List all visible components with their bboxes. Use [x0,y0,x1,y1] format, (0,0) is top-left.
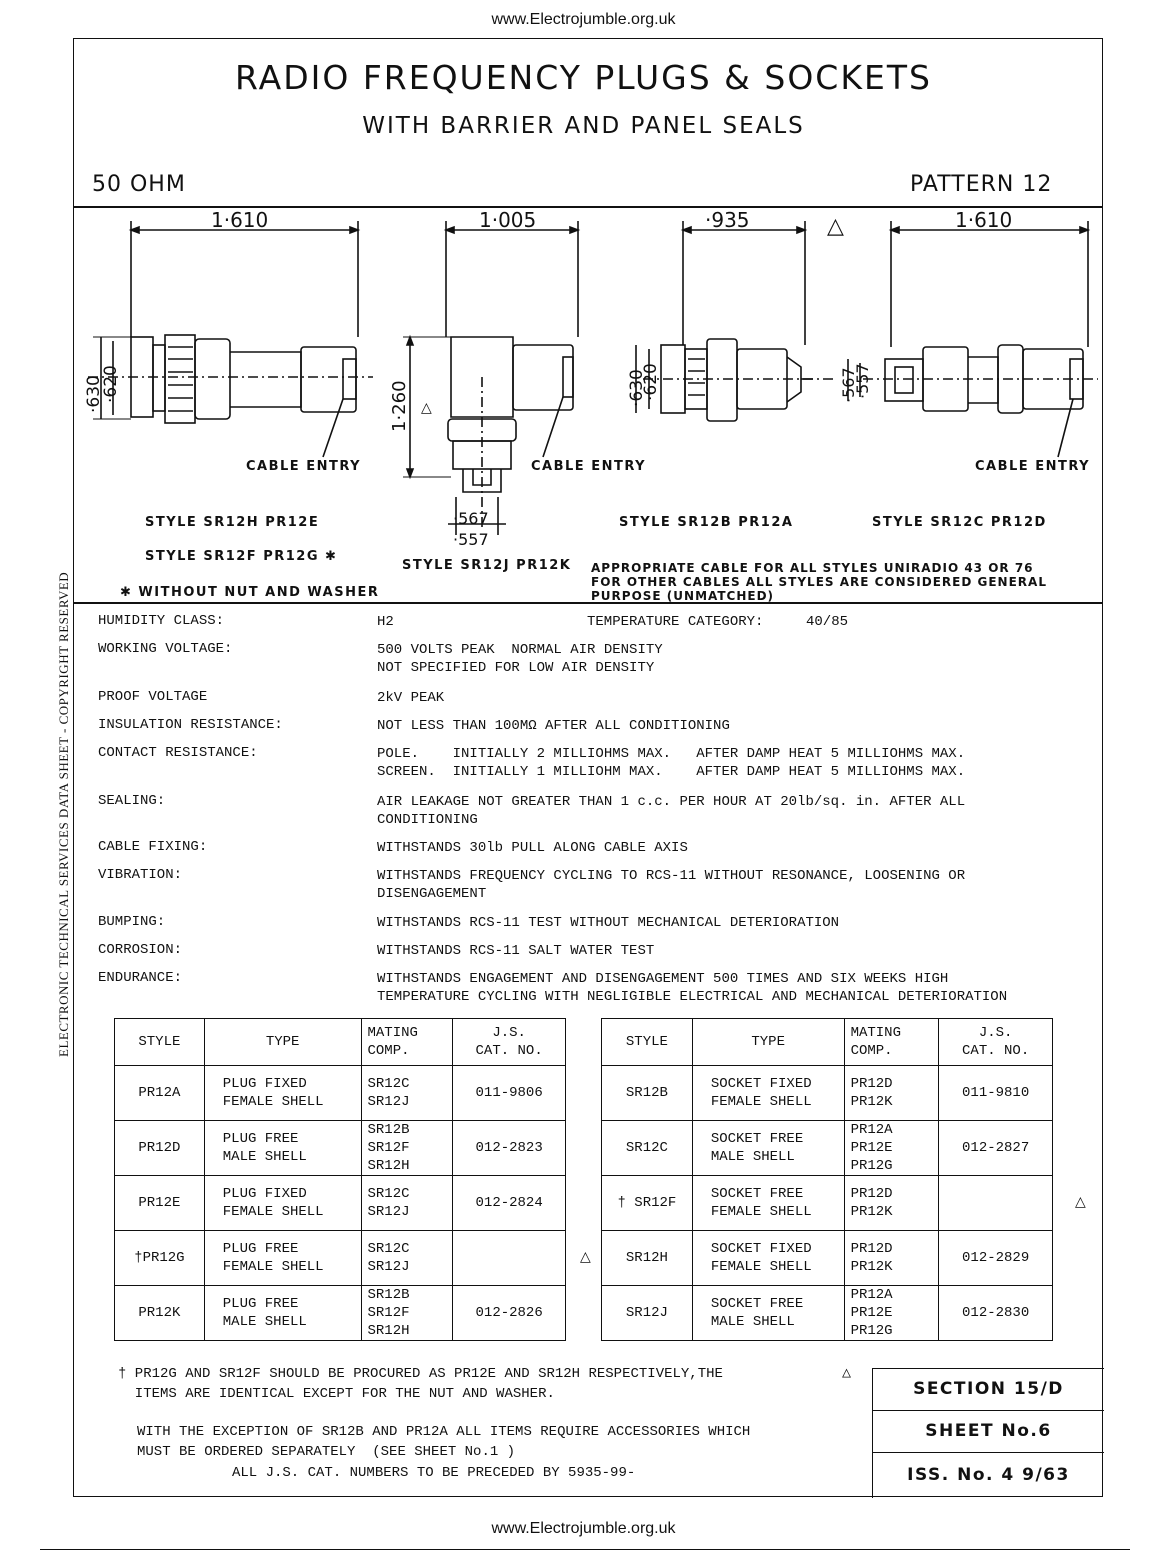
drawing-sr12h [88,221,373,457]
socket-table [601,1018,1053,1341]
title-block [872,1368,1104,1498]
cell-style: † SR12F [602,1176,693,1231]
spec-vibration-value: WITHSTANDS FREQUENCY CYCLING TO RCS-11 WITHOUT RESONANCE, LOOSENING OR DISENGAGEMENT [377,868,966,902]
table-row [115,1176,566,1231]
dim-d-h2-text: ·557 [853,363,872,399]
dim-b-triangle: △ [421,400,432,416]
cell-cat: 011-9810 [939,1066,1053,1121]
issue-label: ISS. No. 4 9/63 [907,1465,1070,1485]
cell-cat [453,1231,566,1286]
cell-type: SOCKET FREE MALE SHELL [692,1121,844,1176]
cell-style: PR12D [115,1121,205,1176]
cell-cat: 012-2826 [453,1286,566,1341]
spec-sealing-label: SEALING: [98,793,166,809]
cell-type: SOCKET FREE MALE SHELL [692,1286,844,1341]
socket-table-header [602,1019,1053,1066]
without-nut-note: ✱ WITHOUT NUT AND WASHER [120,585,380,600]
dim-a-text: 1·610 [211,208,269,232]
revision-mark: △ [580,1249,591,1265]
spec-proof-value: 2kV PEAK [377,690,445,706]
cell-style: SR12H [602,1231,693,1286]
cell-type: PLUG FREE MALE SHELL [204,1286,361,1341]
cell-style: PR12K [115,1286,205,1341]
cell-style: SR12J [602,1286,693,1341]
spec-vibration-label: VIBRATION: [98,867,183,883]
style-label-sr12h: STYLE SR12H PR12E [145,515,320,530]
drawing-sr12j [403,221,578,535]
cell-cat [939,1176,1053,1231]
spec-contact-label: CONTACT RESISTANCE: [98,745,258,761]
site-url-bottom[interactable]: www.Electrojumble.org.uk [491,1520,676,1537]
spec-temp-label: TEMPERATURE CATEGORY: [587,614,764,630]
cell-style: PR12A [115,1066,205,1121]
page-subtitle: WITH BARRIER AND PANEL SEALS [362,113,805,139]
spec-cable-fixing-value: WITHSTANDS 30lb PULL ALONG CABLE AXIS [377,840,688,856]
dim-c-triangle: △ [827,214,844,239]
spec-contact-value: POLE. INITIALLY 2 MILLIOHMS MAX. AFTER DAMP HEAT 5 MILLIOHMS MAX. SCREEN. INITIALLY 1 MILLIOHM MAX. AFTER DAMP HEAT 5 MILLIOHMS MAX. [377,746,966,780]
cell-cat: 012-2824 [453,1176,566,1231]
spec-humidity-value: H2 [377,614,394,630]
col-type: TYPE [204,1019,361,1066]
spec-corrosion-value: WITHSTANDS RCS-11 SALT WATER TEST [377,943,655,959]
col-style: STYLE [602,1019,693,1066]
dim-d-text: 1·610 [955,208,1013,232]
cell-style: SR12B [602,1066,693,1121]
cell-mating: PR12A PR12E PR12G [844,1121,939,1176]
cell-type: PLUG FREE MALE SHELL [204,1121,361,1176]
dim-c-h2-text: ·620 [641,363,661,401]
pattern-label: PATTERN 12 [910,172,1053,197]
dim-c-text: ·935 [705,208,750,232]
table-row [602,1286,1053,1341]
cell-style: SR12C [602,1121,693,1176]
cell-mating: SR12C SR12J [361,1231,453,1286]
accessories-note: WITH THE EXCEPTION OF SR12B AND PR12A ALL ITEMS REQUIRE ACCESSORIES WHICH MUST BE ORDERED SEPARATELY (SEE SHEET No.1 ) [137,1424,751,1460]
cable-note-line-3: PURPOSE (UNMATCHED) [591,589,775,603]
cell-type: PLUG FIXED FEMALE SHELL [204,1066,361,1121]
revision-mark: △ [1075,1194,1086,1210]
spec-bumping-value: WITHSTANDS RCS-11 TEST WITHOUT MECHANICAL DETERIORATION [377,915,840,931]
cell-type: SOCKET FREE FEMALE SHELL [692,1176,844,1231]
drawing-sr12b [636,221,833,421]
spec-endurance-value: WITHSTANDS ENGAGEMENT AND DISENGAGEMENT 500 TIMES AND SIX WEEKS HIGH TEMPERATURE CYCLING WITH NEGLIGIBLE ELECTRICAL AND MECHANICAL DETERIORATION [377,971,1008,1005]
spec-sealing-value: AIR LEAKAGE NOT GREATER THAN 1 c.c. PER HOUR AT 20lb/sq. in. AFTER ALL CONDITIONING [377,794,966,828]
cell-cat: 012-2829 [939,1231,1053,1286]
table-row [602,1066,1053,1121]
dim-a-h1-text: ·630 [84,375,104,413]
cell-cat: 012-2823 [453,1121,566,1176]
style-label-sr12f: STYLE SR12F PR12G ✱ [145,549,338,564]
site-url-top[interactable]: www.Electrojumble.org.uk [491,11,676,28]
cell-mating: PR12D PR12K [844,1066,939,1121]
table-row [115,1286,566,1341]
cell-cat: 012-2830 [939,1286,1053,1341]
impedance-label: 50 OHM [92,172,186,197]
cell-style: PR12E [115,1176,205,1231]
procurement-note: † PR12G AND SR12F SHOULD BE PROCURED AS PR12E AND SR12H RESPECTIVELY,THE ITEMS ARE IDENTICAL EXCEPT FOR THE NUT AND WASHER. [118,1366,723,1402]
cell-mating: PR12A PR12E PR12G [844,1286,939,1341]
spec-bumping-label: BUMPING: [98,914,166,930]
procurement-note-mark: △ [842,1365,852,1382]
side-copyright-note: ELECTRONIC TECHNICAL SERVICES DATA SHEET - COPYRIGHT RESERVED [56,571,71,1057]
table-row [115,1231,566,1286]
drawing-divider [73,602,1103,604]
spec-working-value: 500 VOLTS PEAK NORMAL AIR DENSITY NOT SPECIFIED FOR LOW AIR DENSITY [377,642,663,676]
table-row [115,1066,566,1121]
col-style: STYLE [115,1019,205,1066]
spec-working-label: WORKING VOLTAGE: [98,641,233,657]
cell-mating: SR12C SR12J [361,1176,453,1231]
spec-insulation-value: NOT LESS THAN 100MΩ AFTER ALL CONDITIONING [377,718,730,734]
cell-type: SOCKET FIXED FEMALE SHELL [692,1066,844,1121]
table-row [602,1176,1053,1231]
spec-humidity-label: HUMIDITY CLASS: [98,613,225,629]
cell-type: PLUG FIXED FEMALE SHELL [204,1176,361,1231]
connector-drawings [73,207,1103,602]
style-label-sr12b: STYLE SR12B PR12A [619,515,794,530]
spec-insulation-label: INSULATION RESISTANCE: [98,717,283,733]
section-label: SECTION 15/D [873,1369,1104,1411]
cable-note-line-1: APPROPRIATE CABLE FOR ALL STYLES UNIRADIO 43 OR 76 [591,561,1034,575]
col-mating: MATING COMP. [361,1019,453,1066]
dim-d-h1-text: ·567 [839,367,858,403]
col-cat: J.S. CAT. NO. [453,1019,566,1066]
page-title: RADIO FREQUENCY PLUGS & SOCKETS [235,58,932,97]
bottom-rule [40,1549,1130,1550]
plug-table [114,1018,566,1341]
spec-cable-fixing-label: CABLE FIXING: [98,839,208,855]
dim-a-h2-text: ·620 [101,365,121,403]
table-row [115,1121,566,1176]
drawing-sr12c [848,221,1098,457]
spec-proof-label: PROOF VOLTAGE [98,689,208,705]
cell-mating: SR12B SR12F SR12H [361,1286,453,1341]
spec-endurance-label: ENDURANCE: [98,970,183,986]
table-row [602,1231,1053,1286]
col-cat: J.S. CAT. NO. [939,1019,1053,1066]
spec-temp-value: 40/85 [806,614,849,630]
plug-table-header [115,1019,566,1066]
dim-c-h1-text: ·630 [627,369,647,407]
cat-prefix-note: ALL J.S. CAT. NUMBERS TO BE PRECEDED BY 5935-99- [232,1465,636,1481]
cell-type: PLUG FREE FEMALE SHELL [204,1231,361,1286]
dim-b-h-text: 1·260 [389,380,410,432]
dim-b-w2-text: ·557 [453,530,489,549]
cell-mating: PR12D PR12K [844,1231,939,1286]
cell-type: SOCKET FIXED FEMALE SHELL [692,1231,844,1286]
cell-mating: SR12B SR12F SR12H [361,1121,453,1176]
cable-note-line-2: FOR OTHER CABLES ALL STYLES ARE CONSIDERED GENERAL [591,575,1047,589]
dim-b-text: 1·005 [479,208,537,232]
cell-cat: 012-2827 [939,1121,1053,1176]
cell-style: †PR12G [115,1231,205,1286]
cable-entry-label-2: CABLE ENTRY [531,459,647,474]
cell-mating: PR12D PR12K [844,1176,939,1231]
col-mating: MATING COMP. [844,1019,939,1066]
cable-entry-label-1: CABLE ENTRY [246,459,362,474]
cell-cat: 011-9806 [453,1066,566,1121]
table-row [602,1121,1053,1176]
cable-entry-label-3: CABLE ENTRY [975,459,1091,474]
dim-b-w1-text: ·567 [453,509,489,528]
style-label-sr12j: STYLE SR12J PR12K [402,558,572,573]
spec-corrosion-label: CORROSION: [98,942,183,958]
sheet-label: SHEET No.6 [873,1411,1104,1453]
style-label-sr12c: STYLE SR12C PR12D [872,515,1047,530]
col-type: TYPE [692,1019,844,1066]
cell-mating: SR12C SR12J [361,1066,453,1121]
